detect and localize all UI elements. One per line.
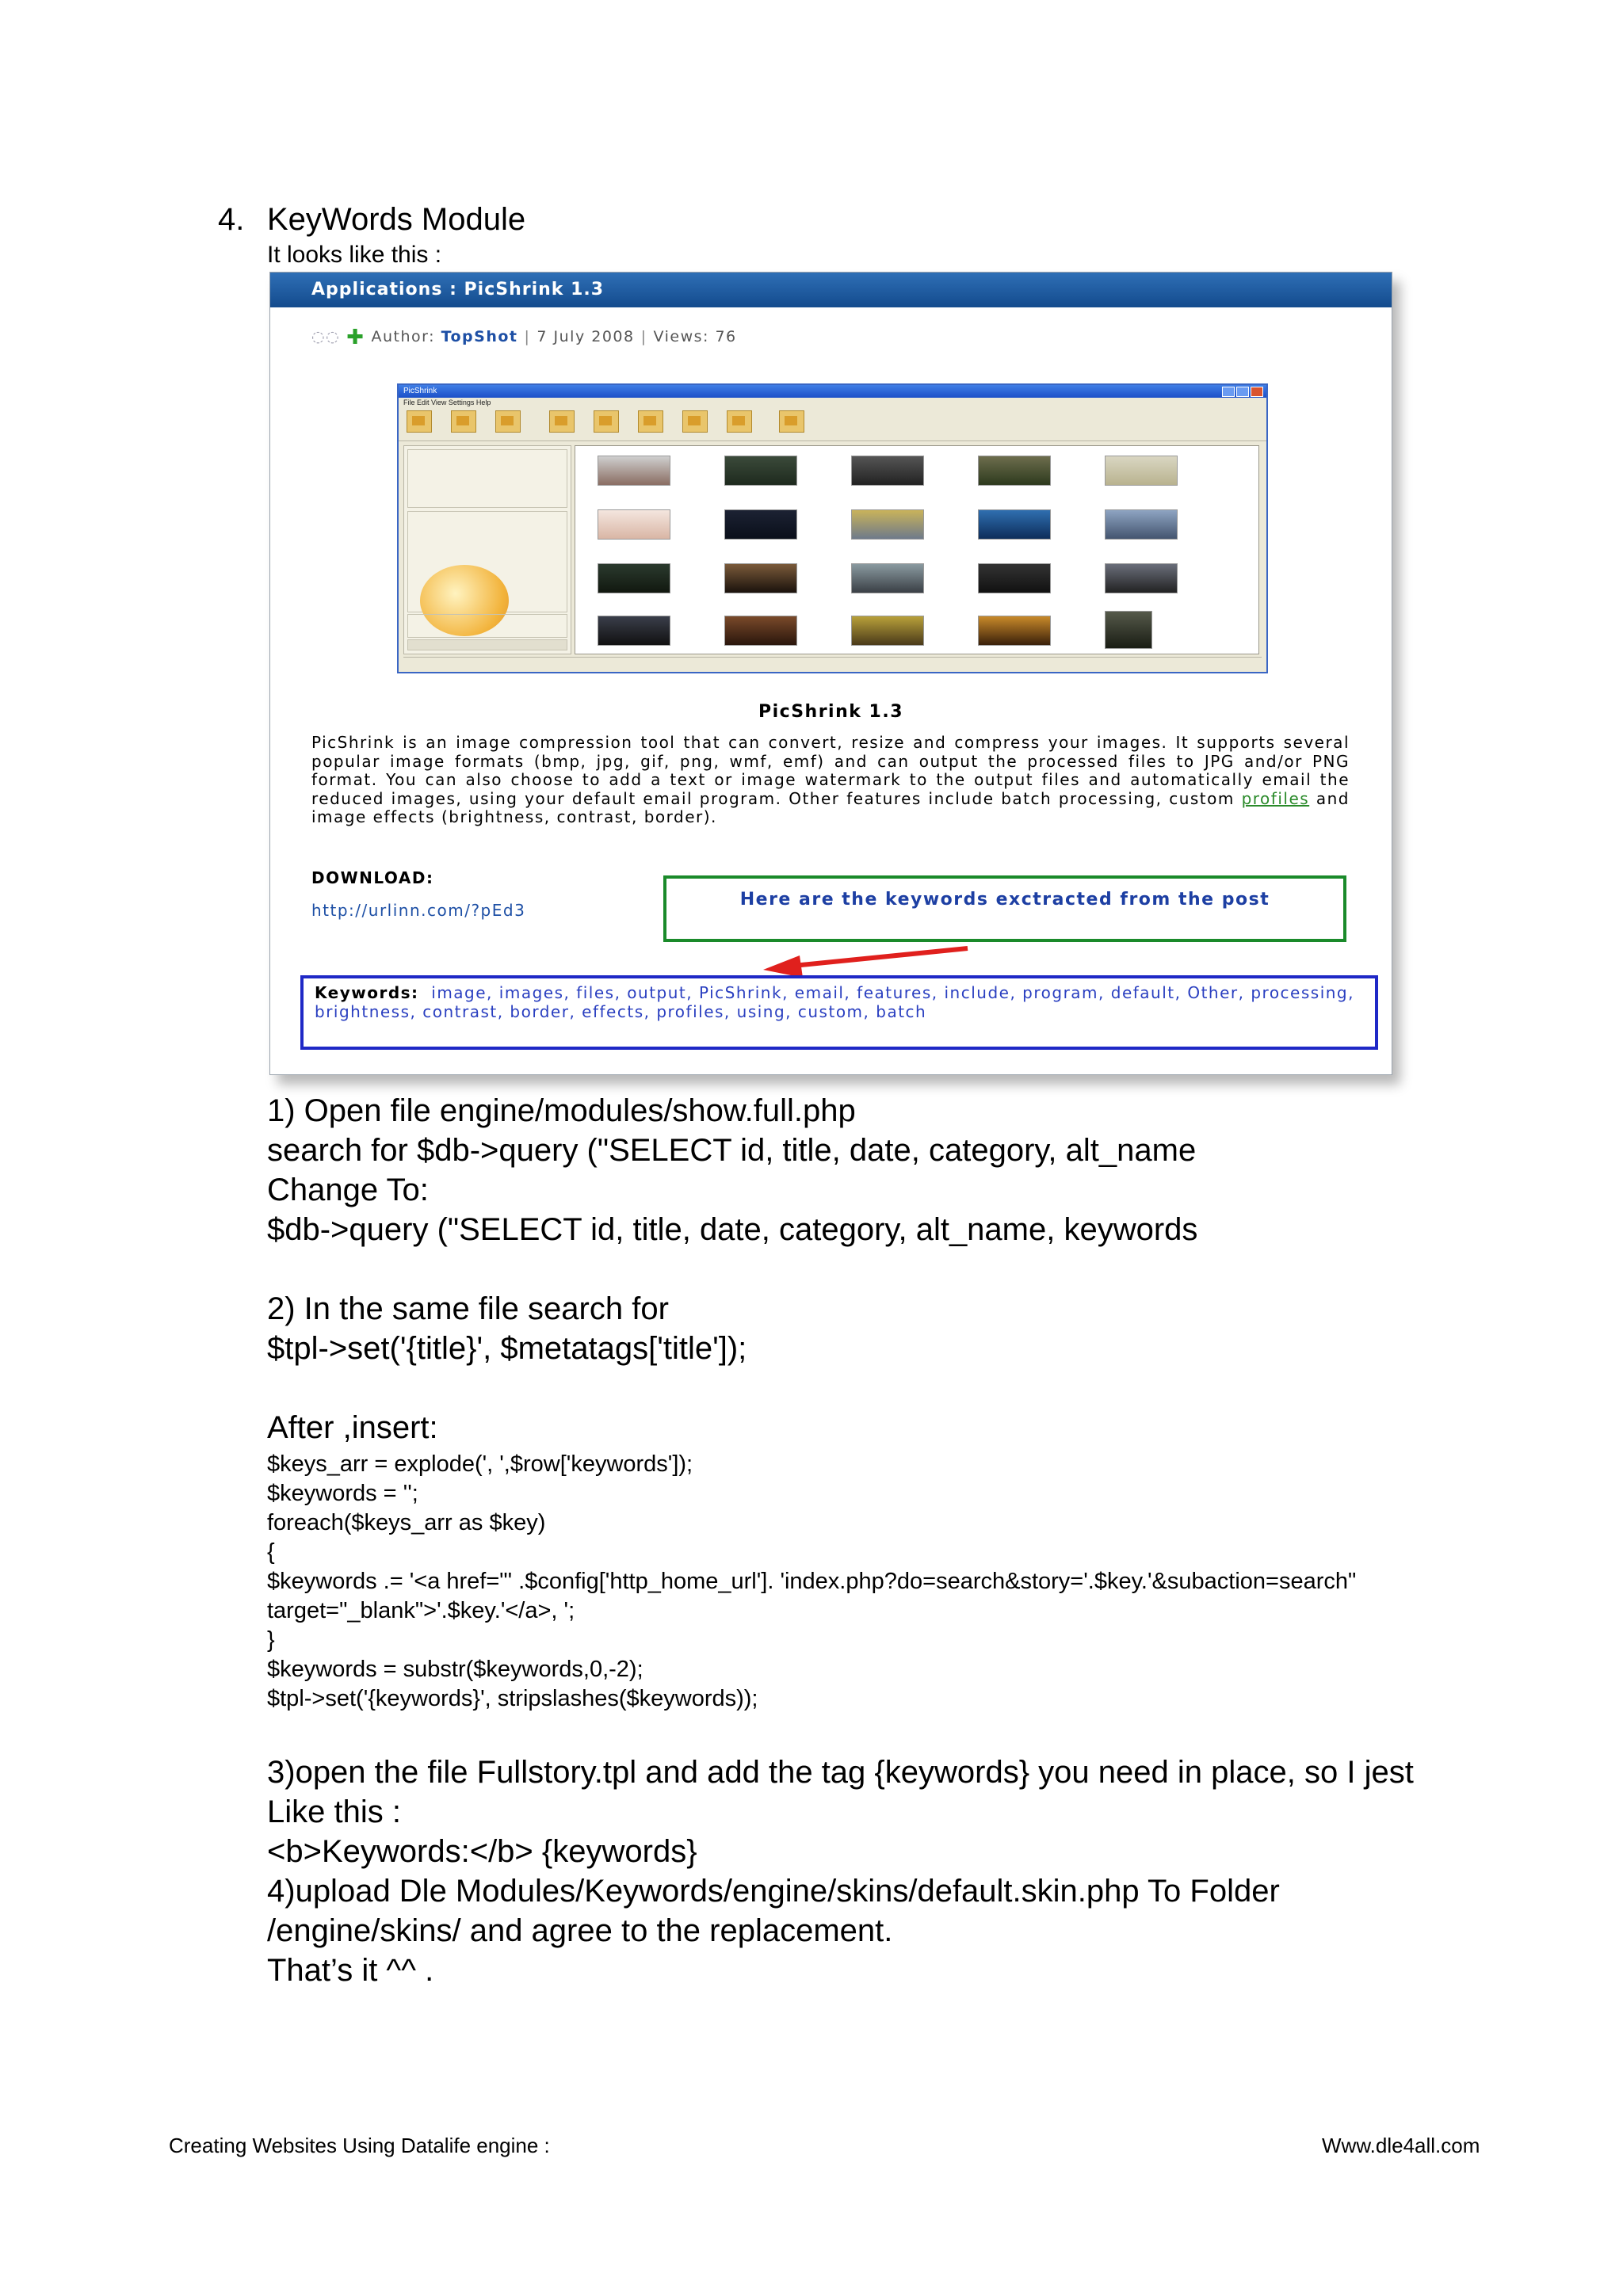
step-2-line: 2) In the same file search for bbox=[267, 1291, 669, 1326]
step-1-line: Change To: bbox=[267, 1173, 429, 1207]
author-label: Author: bbox=[371, 328, 436, 345]
callout-arrow bbox=[270, 273, 1392, 1074]
step-3-line: <b>Keywords:</b> {keywords} bbox=[267, 1834, 697, 1869]
screenshot-title-bar: Applications : PicShrink 1.3 bbox=[270, 273, 1392, 307]
author-name[interactable]: TopShot bbox=[441, 328, 518, 345]
post-views: Views: 76 bbox=[653, 328, 737, 345]
code-line: $keys_arr = explode(', ',$row['keywords']); bbox=[267, 1451, 693, 1477]
window-title: PicShrink bbox=[399, 385, 1266, 398]
example-screenshot bbox=[269, 272, 1392, 1075]
step-1-line: search for $db->query ("SELECT id, title, date, category, alt_name bbox=[267, 1133, 1197, 1168]
step-3-line: 3)open the file Fullstory.tpl and add the tag {keywords} you need in place, so I jest bbox=[267, 1755, 1414, 1790]
code-line: $keywords .= '<a href="' .$config['http_home_url']. 'index.php?do=search&story='.$key.'&subaction=search" bbox=[267, 1569, 1357, 1594]
footer-title: Creating Websites Using Datalife engine : bbox=[169, 2134, 550, 2157]
section-title: KeyWords Module bbox=[267, 202, 526, 237]
after-insert-label: After ,insert: bbox=[267, 1410, 438, 1445]
keywords-box bbox=[300, 975, 1378, 1050]
meta-divider: | bbox=[524, 328, 531, 345]
plus-icon: ✚ bbox=[346, 326, 365, 349]
footer-site[interactable]: Www.dle4all.com bbox=[1322, 2134, 1480, 2157]
step-1-line: 1) Open file engine/modules/show.full.php bbox=[267, 1093, 856, 1128]
step-4-line: That’s it ^^ . bbox=[267, 1953, 434, 1988]
post-body-text: PicShrink is an image compression tool that can convert, resize and compress your images. It supports several popular image formats (bmp, jpg, gif, png, wmf, emf) and can output the processed files to JPG and/or PNG format. You can also choose to add a text or image watermark to the output files and automatically email the reduced images, using your default email program. Other features include batch processing, custom bbox=[311, 733, 1350, 808]
code-line: { bbox=[267, 1539, 275, 1565]
keywords-list[interactable]: image, images, files, output, PicShrink, email, features, include, program, default, Other, processing, brightness, contrast, border, effects, profiles, using, custom, batch bbox=[315, 983, 1354, 1021]
post-date: 7 July 2008 bbox=[537, 328, 635, 345]
rating-icon: ◌◌ bbox=[311, 328, 341, 345]
callout-box: Here are the keywords exctracted from the post bbox=[663, 875, 1346, 942]
step-4-line: 4)upload Dle Modules/Keywords/engine/skins/default.skin.php To Folder bbox=[267, 1874, 1280, 1909]
code-line: $keywords = ''; bbox=[267, 1481, 418, 1506]
code-line: $keywords = substr($keywords,0,-2); bbox=[267, 1657, 643, 1682]
profiles-link[interactable]: profiles bbox=[1241, 788, 1310, 808]
window-menu: File Edit View Settings Help bbox=[403, 399, 491, 406]
intro-text: It looks like this : bbox=[267, 242, 442, 268]
download-label: DOWNLOAD: bbox=[311, 868, 434, 887]
step-4-line: /engine/skins/ and agree to the replacement. bbox=[267, 1913, 893, 1948]
meta-divider: | bbox=[640, 328, 647, 345]
code-line: } bbox=[267, 1627, 275, 1653]
code-line: foreach($keys_arr as $key) bbox=[267, 1510, 546, 1535]
step-1-line: $db->query ("SELECT id, title, date, category, alt_name, keywords bbox=[267, 1212, 1198, 1247]
step-3-line: Like this : bbox=[267, 1794, 401, 1829]
post-title: PicShrink 1.3 bbox=[758, 702, 904, 722]
step-2-line: $tpl->set('{title}', $metatags['title']); bbox=[267, 1331, 747, 1366]
download-link[interactable]: http://urlinn.com/?pEd3 bbox=[311, 901, 526, 920]
keywords-label: Keywords: bbox=[315, 983, 419, 1002]
code-line: $tpl->set('{keywords}', stripslashes($keywords)); bbox=[267, 1686, 758, 1711]
section-number: 4. bbox=[218, 202, 245, 237]
post-body-text: and image effects (brightness, contrast, border). bbox=[311, 788, 1350, 826]
code-line: target="_blank">'.$key.'</a>, '; bbox=[267, 1598, 575, 1623]
